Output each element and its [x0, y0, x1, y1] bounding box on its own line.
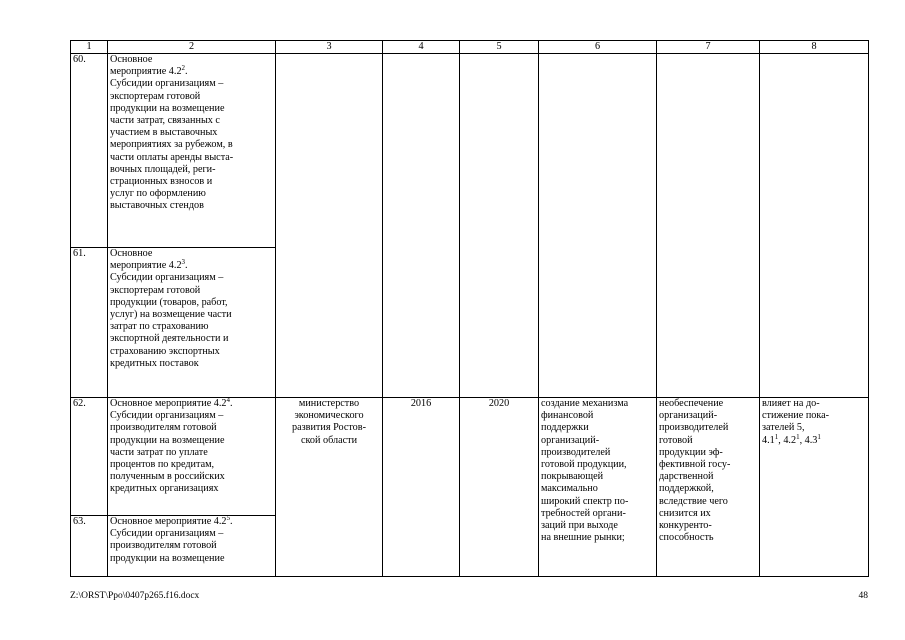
- col-header-3: 3: [276, 41, 383, 54]
- empty-cell: [657, 54, 760, 398]
- page-number: 48: [858, 591, 868, 601]
- col-header-4: 4: [383, 41, 460, 54]
- text-segment: участием в выставочных: [110, 127, 218, 139]
- text-segment: экспортерам готовой: [110, 284, 201, 296]
- superscript: 5: [226, 514, 231, 522]
- text-line: [110, 346, 273, 358]
- text-line: [110, 553, 273, 565]
- text-segment: услуг по оформлению: [110, 188, 206, 200]
- text-line: продукции эф-: [659, 446, 723, 458]
- col-header-5: 5: [460, 41, 539, 54]
- text-line: [110, 66, 273, 78]
- text-line: [110, 540, 273, 552]
- text-segment: Основное мероприятие 4.2: [110, 398, 227, 409]
- col-header-7: 7: [657, 41, 760, 54]
- text-segment: производителям готовой: [110, 422, 217, 434]
- text-segment: вочных площадей, реги-: [110, 163, 216, 175]
- text-line: [110, 447, 273, 459]
- row-number: 60.: [71, 54, 108, 248]
- text-segment: части затрат, связанных с: [110, 115, 220, 127]
- text-line: [110, 516, 273, 528]
- text-segment: Субсидии организациям –: [110, 410, 224, 422]
- col-header-6: 6: [539, 41, 657, 54]
- text-segment: затрат по страхованию: [110, 321, 209, 333]
- executor-cell: [276, 398, 383, 577]
- text-segment: полученным в российских: [110, 471, 225, 483]
- text-line: финансовой: [541, 410, 594, 422]
- text-line: [762, 410, 866, 422]
- superscript: 3: [181, 258, 186, 267]
- text-line: [110, 260, 273, 272]
- text-line: дарственной: [659, 471, 714, 483]
- text-line: ской области: [300, 434, 358, 446]
- text-segment: .: [230, 516, 233, 527]
- text-segment: , 4.3: [799, 434, 818, 446]
- text-segment: влияет на до-: [762, 398, 820, 409]
- text-line: на внешние рынки;: [541, 532, 625, 544]
- text-segment: страхованию экспортных: [110, 345, 220, 357]
- text-segment: кредитных организациях: [110, 483, 219, 495]
- text-line: [110, 127, 273, 139]
- text-segment: .: [185, 260, 188, 272]
- text-segment: Субсидии организациям –: [110, 528, 224, 540]
- text-line: [110, 410, 273, 422]
- text-line: способность: [659, 532, 714, 544]
- measure-text: [108, 398, 276, 516]
- empty-cell: [383, 54, 460, 398]
- col-header-1: 1: [71, 41, 108, 54]
- end-year: 2020: [460, 398, 539, 577]
- text-line: [110, 78, 273, 90]
- text-segment: продукции (товаров, работ,: [110, 296, 228, 308]
- text-line: готовой: [659, 434, 693, 446]
- row-number: 62.: [71, 398, 108, 516]
- superscript: 2: [181, 64, 186, 73]
- superscript: 4: [226, 396, 231, 404]
- text-segment: продукции на возмещение: [110, 102, 225, 114]
- empty-cell: [539, 54, 657, 398]
- text-line: необеспечение: [659, 398, 724, 409]
- start-year: 2016: [383, 398, 460, 577]
- text-segment: части оплаты аренды выста-: [110, 151, 234, 163]
- text-line: организаций-: [541, 434, 600, 446]
- text-line: экономического: [294, 410, 364, 422]
- text-line: [110, 188, 273, 200]
- text-line: широкий спектр по-: [541, 495, 629, 507]
- text-segment: экспортерам готовой: [110, 90, 201, 102]
- text-line: [110, 164, 273, 176]
- empty-cell: [276, 54, 383, 398]
- text-segment: .: [185, 66, 188, 78]
- empty-cell: [760, 54, 869, 398]
- text-line: развития Ростов-: [292, 422, 366, 434]
- text-line: конкуренто-: [659, 520, 712, 532]
- row-number: 61.: [71, 248, 108, 398]
- text-line: снизится их: [659, 507, 711, 519]
- text-line: поддержки: [541, 422, 589, 434]
- text-segment: стижение пока-: [762, 410, 830, 422]
- text-line: организаций-: [659, 410, 718, 422]
- indicator-link: [760, 398, 869, 577]
- text-line: [110, 483, 273, 495]
- text-segment: мероприятиях за рубежом, в: [110, 139, 233, 151]
- text-line: [110, 471, 273, 483]
- text-line: [110, 297, 273, 309]
- text-segment: производителям готовой: [110, 540, 217, 552]
- text-line: [110, 309, 273, 321]
- text-line: [110, 139, 273, 151]
- text-segment: части затрат по уплате: [110, 446, 208, 458]
- text-line: покрывающей: [541, 471, 604, 483]
- text-line: [110, 285, 273, 297]
- text-segment: продукции на возмещение: [110, 434, 225, 446]
- text-segment: продукции на возмещение: [110, 552, 225, 564]
- header-row: [71, 41, 869, 54]
- text-line: [110, 54, 273, 66]
- text-line: [110, 272, 273, 284]
- text-line: [110, 152, 273, 164]
- text-line: [110, 358, 273, 370]
- text-segment: кредитных поставок: [110, 357, 199, 369]
- text-line: [110, 321, 273, 333]
- text-line: [110, 115, 273, 127]
- text-segment: мероприятие 4.2: [110, 66, 182, 78]
- text-segment: мероприятие 4.2: [110, 260, 182, 272]
- text-segment: страционных взносов и: [110, 176, 213, 188]
- text-segment: Основное мероприятие 4.2: [110, 516, 227, 527]
- text-line: [110, 103, 273, 115]
- text-line: [110, 176, 273, 188]
- measure-text: [108, 516, 276, 577]
- measure-text: [108, 248, 276, 398]
- superscript: 1: [796, 432, 800, 441]
- text-segment: зателей 5,: [762, 422, 805, 434]
- text-line: готовой продукции,: [541, 459, 627, 471]
- superscript: 1: [817, 432, 821, 441]
- text-segment: экспортной деятельности и: [110, 333, 229, 345]
- table-row-62: [71, 398, 869, 516]
- text-line: [762, 432, 866, 447]
- measure-text: [108, 54, 276, 248]
- text-line: фективной госу-: [659, 459, 731, 471]
- text-line: максимально: [541, 483, 598, 495]
- text-line: поддержкой,: [659, 483, 714, 495]
- text-line: министерство: [298, 398, 360, 409]
- text-segment: , 4.2: [778, 434, 797, 446]
- col-header-8: 8: [760, 41, 869, 54]
- text-line: [110, 333, 273, 345]
- text-segment: услуг) на возмещение части: [110, 309, 232, 321]
- text-line: требностей органи-: [541, 507, 626, 519]
- consequences: [657, 398, 760, 577]
- text-line: [762, 398, 866, 410]
- text-segment: выставочных стендов: [110, 200, 204, 212]
- text-line: вследствие чего: [659, 495, 728, 507]
- text-segment: процентов по кредитам,: [110, 459, 215, 471]
- text-line: [110, 459, 273, 471]
- expected-result: [539, 398, 657, 577]
- text-segment: .: [230, 398, 233, 409]
- col-header-2: 2: [108, 41, 276, 54]
- row-number: 63.: [71, 516, 108, 577]
- text-segment: Основное: [110, 248, 153, 259]
- text-segment: 4.1: [762, 434, 775, 446]
- text-line: [110, 200, 273, 212]
- text-line: заций при выходе: [541, 520, 618, 532]
- program-table: [70, 40, 869, 577]
- text-line: производителей: [541, 446, 611, 458]
- table-row-60: [71, 54, 869, 248]
- text-line: [110, 435, 273, 447]
- text-line: [110, 528, 273, 540]
- text-line: [110, 91, 273, 103]
- text-segment: Основное: [110, 54, 153, 65]
- text-segment: Субсидии организациям –: [110, 78, 224, 90]
- text-line: создание механизма: [541, 398, 629, 409]
- text-segment: Субсидии организациям –: [110, 272, 224, 284]
- superscript: 1: [774, 432, 779, 441]
- text-line: [110, 248, 273, 260]
- text-line: [110, 422, 273, 434]
- file-path: Z:\ORST\Ppo\0407p265.f16.docx: [70, 591, 200, 601]
- empty-cell: [460, 54, 539, 398]
- text-line: [110, 398, 273, 410]
- text-line: производителей: [659, 422, 729, 434]
